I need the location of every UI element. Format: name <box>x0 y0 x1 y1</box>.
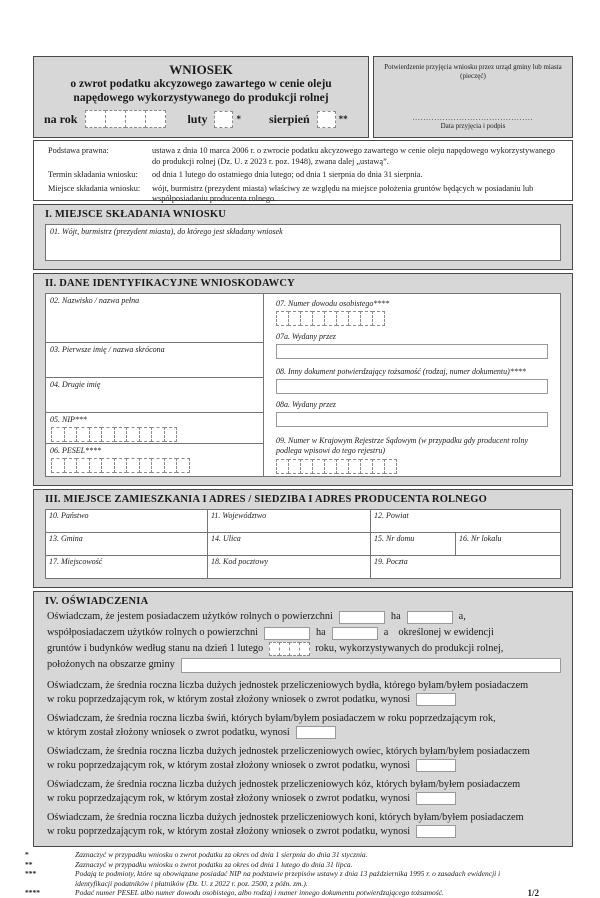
section-2-title: II. DANE IDENTYFIKACYJNE WNIOSKODAWCY <box>45 278 295 289</box>
confirmation-text: Potwierdzenie przyjęcia wniosku przez urząd gminy lub miasta <box>384 63 562 71</box>
legal-text: ustawa z dnia 10 marca 2006 r. o zwrocie podatku akcyzowego zawartego w cenie oleju napędowego wykorzystywanego do produkcji rolnej (Dz. U. z 2023 r. poz. 1948), zwana dalej „ustawą”. <box>152 146 555 166</box>
char-cell[interactable] <box>214 111 233 128</box>
field-07a-input[interactable] <box>276 344 548 359</box>
field-15-input[interactable] <box>371 533 456 555</box>
declaration-text: roku, wykorzystywanych do produkcji rolnej, <box>315 643 504 654</box>
footnote-text: Zaznaczyć w przypadku wniosku o zwrot podatku za okres od dnia 1 lutego do dnia 31 lipca. <box>75 859 353 869</box>
nip-input <box>51 427 259 442</box>
field-14-label: 14. Ulica <box>211 534 241 543</box>
table-row <box>46 556 560 578</box>
char-cell[interactable] <box>105 110 126 128</box>
char-cell[interactable] <box>164 458 178 473</box>
char-cell[interactable] <box>89 458 103 473</box>
footnote-row <box>25 850 573 860</box>
field-08-label: 08. Inny dokument potwierdzający tożsamość (rodzaj, numer dokumentu)**** <box>276 367 526 376</box>
footnote-marker: *** <box>25 869 37 878</box>
footnote-row <box>25 869 573 888</box>
field-17-label: 17. Miejscowość <box>49 557 103 566</box>
footnote-text: Podają te podmioty, które są obowiązane posiadać NIP na podstawie przepisów ustawy z dnia 13 października 1995 r. o zasadach ewidencji i identyfikacji podatników i płatników (Dz. U. z 2022 r. poz. 2500, z późn. zm.). <box>75 869 501 888</box>
section-2 <box>33 273 573 486</box>
year-row <box>42 110 360 128</box>
statement-text-line2: w roku poprzedzającym rok, w którym został złożony wniosek o zwrot podatku, wynosi <box>47 759 411 771</box>
unit-ha-label: ha <box>390 611 401 622</box>
page-number: 1/2 <box>527 887 539 898</box>
field-10-label: 10. Państwo <box>49 511 89 520</box>
february-footnote-marker: * <box>236 114 241 124</box>
statement-text-line1: Oświadczam, że średnia roczna liczba dużych jednostek przeliczeniowych bydła, którego byłam/byłem posiadaczem <box>47 680 529 691</box>
field-16-input[interactable] <box>456 533 560 555</box>
char-cell[interactable] <box>101 458 115 473</box>
char-cell[interactable] <box>384 459 397 474</box>
form-subtitle-line2: napędowego wykorzystywanego do produkcji rolnej <box>73 92 329 104</box>
co-area-a-input[interactable] <box>332 627 378 640</box>
declaration-text: określonej w ewidencji <box>398 627 494 638</box>
section-2-right-column <box>264 294 560 476</box>
august-footnote-marker: ** <box>338 114 348 124</box>
declaration-area <box>45 609 561 673</box>
footnote-text: Zaznaczyć w przypadku wniosku o zwrot podatku za okres od dnia 1 sierpnia do dnia 31 stycznia. <box>75 850 368 859</box>
char-cell[interactable] <box>101 427 115 442</box>
co-area-ha-input[interactable] <box>264 627 310 640</box>
field-05-label: 05. NIP*** <box>50 415 87 424</box>
field-13-label: 13. Gmina <box>49 534 83 543</box>
statement-text-line1: Oświadczam, że średnia roczna liczba dużych jednostek przeliczeniowych koni, których byłam/byłem posiadaczem <box>47 812 524 823</box>
field-12-label: 12. Powiat <box>374 511 409 520</box>
field-08a-label: 08a. Wydany przez <box>276 400 336 409</box>
pesel-input <box>51 458 259 473</box>
declaration-line-4 <box>47 657 561 673</box>
horses-units-input[interactable] <box>416 825 456 838</box>
august-label: sierpień <box>268 111 310 126</box>
footnote-text: Podać numer PESEL albo numer dowodu osobistego, albo rodzaj i numer innego dokumentu potwierdzającego tożsamość. <box>75 888 444 897</box>
field-07a-label: 07a. Wydany przez <box>276 332 336 341</box>
field-05-nip <box>46 413 263 444</box>
area-a-input[interactable] <box>407 611 453 624</box>
statement-text-line2: w roku poprzedzającym rok, w którym został złożony wniosek o zwrot podatku, wynosi <box>47 693 411 705</box>
legal-row-basis <box>48 146 564 167</box>
char-cell[interactable] <box>299 642 310 656</box>
field-11-label: 11. Województwo <box>211 511 267 520</box>
field-18-label: 18. Kod pocztowy <box>211 557 269 566</box>
field-02-label: 02. Nazwisko / nazwa pełna <box>50 296 140 305</box>
signature-dotted-line: ............................................ <box>412 114 534 122</box>
cattle-units-input[interactable] <box>416 693 456 706</box>
char-cell[interactable] <box>176 458 190 473</box>
field-08-input[interactable] <box>276 379 548 394</box>
statement-line2 <box>47 825 561 839</box>
statement-line2 <box>47 759 561 773</box>
unit-a-label: a <box>383 627 389 638</box>
field-08a-input[interactable] <box>276 412 548 427</box>
legal-basis-box <box>33 140 573 201</box>
section-2-grid <box>45 293 561 477</box>
signature-label: Data przyjęcia i podpis <box>440 122 506 130</box>
field-19-input[interactable] <box>371 556 560 578</box>
id-card-number-input <box>276 311 548 326</box>
legal-row-deadline <box>48 170 564 181</box>
char-cell[interactable] <box>114 427 128 442</box>
section-2-left-column <box>46 294 264 476</box>
form-title: WNIOSEK <box>169 62 233 77</box>
char-cell[interactable] <box>76 427 90 442</box>
confirmation-stamp-box <box>373 56 573 138</box>
statement-sheep <box>45 745 561 772</box>
pigs-count-input[interactable] <box>296 726 336 739</box>
field-19-label: 19. Poczta <box>374 557 408 566</box>
char-cell[interactable] <box>126 458 140 473</box>
statement-goats <box>45 778 561 805</box>
goats-units-input[interactable] <box>416 792 456 805</box>
year-label: na rok <box>44 111 78 126</box>
statement-line2 <box>47 792 561 806</box>
char-cell[interactable] <box>64 458 78 473</box>
char-cell[interactable] <box>164 427 178 442</box>
char-cell[interactable] <box>85 110 106 128</box>
table-row <box>46 510 560 533</box>
footnote-marker: **** <box>25 888 40 897</box>
legal-label: Termin składania wniosku: <box>48 170 138 179</box>
february-checkbox <box>214 111 232 128</box>
declaration-line-2 <box>47 625 561 641</box>
char-cell[interactable] <box>139 427 153 442</box>
year-of-february-input <box>269 642 309 656</box>
statement-cattle <box>45 679 561 706</box>
legal-text: wójt, burmistrz (prezydent miasta) właściwy ze względu na miejsce położenia gruntów będących w posiadaniu lub współposiadaniu producenta rolnego. <box>152 183 534 203</box>
char-cell[interactable] <box>151 458 165 473</box>
legal-row-place <box>48 184 564 205</box>
footnotes <box>25 850 573 898</box>
char-cell[interactable] <box>317 111 336 128</box>
field-16-label: 16. Nr lokalu <box>459 534 502 543</box>
field-06-label: 06. PESEL**** <box>50 446 102 455</box>
statement-text-line1: Oświadczam, że średnia roczna liczba dużych jednostek przeliczeniowych kóz, których byłam/byłem posiadaczem <box>47 779 521 790</box>
field-17-input[interactable] <box>46 556 208 578</box>
char-cell[interactable] <box>372 311 385 326</box>
field-04-input[interactable] <box>46 378 263 413</box>
section-3 <box>33 489 573 588</box>
declaration-line-1 <box>47 609 561 625</box>
field-04-label: 04. Drugie imię <box>50 380 101 389</box>
section-1-title: I. MIEJSCE SKŁADANIA WNIOSKU <box>45 209 227 220</box>
section-3-title: III. MIEJSCE ZAMIESZKANIA I ADRES / SIEDZIBA I ADRES PRODUCENTA ROLNEGO <box>45 494 487 505</box>
footnote-row <box>25 860 573 870</box>
february-label: luty <box>187 111 208 126</box>
field-03-input[interactable] <box>46 343 263 378</box>
area-ha-input[interactable] <box>339 611 385 624</box>
legal-label: Miejsce składania wniosku: <box>48 183 141 193</box>
declaration-text: gruntów i budynków według stanu na dzień 1 lutego <box>47 643 264 654</box>
field-03-label: 03. Pierwsze imię / nazwa skrócona <box>50 345 165 354</box>
field-18-input[interactable] <box>208 556 371 578</box>
char-cell[interactable] <box>145 110 166 128</box>
declaration-text: położonych na obszarze gminy <box>47 659 175 670</box>
char-cell[interactable] <box>76 458 90 473</box>
char-cell[interactable] <box>64 427 78 442</box>
title-box <box>33 56 369 138</box>
statement-text-line1: Oświadczam, że średnia roczna liczba dużych jednostek przeliczeniowych owiec, których byłam/byłem posiadaczem <box>47 746 530 757</box>
field-09-label: 09. Numer w Krajowym Rejestrze Sądowym (w przypadku gdy producent rolny podlega wpisowi do tego rejestru) <box>276 436 529 455</box>
statement-text-line2: w którym został złożony wniosek o zwrot podatku, wynosi <box>47 726 290 738</box>
unit-a-label: a, <box>458 611 466 622</box>
field-12-input[interactable] <box>371 510 560 532</box>
char-cell[interactable] <box>114 458 128 473</box>
krs-number-input <box>276 459 548 474</box>
section-4-title: IV. OŚWIADCZENIA <box>45 596 149 607</box>
field-15-label: 15. Nr domu <box>374 534 415 543</box>
char-cell[interactable] <box>51 458 65 473</box>
char-cell[interactable] <box>139 458 153 473</box>
legal-label: Podstawa prawna: <box>48 146 109 155</box>
field-02-input[interactable] <box>46 294 263 343</box>
year-input <box>85 110 165 128</box>
statement-text-line1: Oświadczam, że średnia roczna liczba świń, których byłam/byłem posiadaczem w roku poprzedzającym rok, <box>47 713 496 724</box>
statement-line2 <box>47 726 561 740</box>
char-cell[interactable] <box>151 427 165 442</box>
field-07-label: 07. Numer dowodu osobistego**** <box>276 299 390 308</box>
form-header <box>33 56 573 138</box>
statement-text-line2: w roku poprzedzającym rok, w którym został złożony wniosek o zwrot podatku, wynosi <box>47 825 411 837</box>
legal-text: od dnia 1 lutego do ostatniego dnia lutego; od dnia 1 sierpnia do dnia 31 sierpnia. <box>152 170 423 179</box>
gmina-name-input[interactable] <box>181 658 561 673</box>
sheep-units-input[interactable] <box>416 759 456 772</box>
declaration-line-3 <box>47 641 561 657</box>
char-cell[interactable] <box>89 427 103 442</box>
declaration-text: Oświadczam, że jestem posiadaczem użytków rolnych o powierzchni <box>47 611 333 622</box>
footnote-marker: * <box>25 850 29 859</box>
footnote-marker: ** <box>25 859 33 869</box>
confirmation-stamp-label: (pieczęć) <box>460 72 486 80</box>
table-row <box>46 533 560 556</box>
field-11-input[interactable] <box>208 510 371 532</box>
statement-line2 <box>47 693 561 707</box>
field-14-input[interactable] <box>208 533 371 555</box>
char-cell[interactable] <box>126 427 140 442</box>
field-06-pesel <box>46 444 263 476</box>
unit-ha-label: ha <box>316 627 326 638</box>
august-checkbox <box>317 111 335 128</box>
statement-text-line2: w roku poprzedzającym rok, w którym został złożony wniosek o zwrot podatku, wynosi <box>47 792 411 804</box>
footnote-row <box>25 888 573 898</box>
field-01-input[interactable] <box>45 224 561 261</box>
statement-horses <box>45 811 561 838</box>
field-01-label: 01. Wójt, burmistrz (prezydent miasta), do którego jest składany wniosek <box>50 227 283 236</box>
stamp-area <box>384 81 562 115</box>
address-table <box>45 509 561 579</box>
field-10-input[interactable] <box>46 510 208 532</box>
section-1 <box>33 204 573 270</box>
declaration-text: współposiadaczem użytków rolnych o powierzchni <box>47 627 259 638</box>
char-cell[interactable] <box>51 427 65 442</box>
section-4 <box>33 591 573 847</box>
form-subtitle-line1: o zwrot podatku akcyzowego zawartego w cenie oleju <box>70 78 332 90</box>
char-cell[interactable] <box>125 110 146 128</box>
field-13-input[interactable] <box>46 533 208 555</box>
statement-pigs <box>45 712 561 739</box>
